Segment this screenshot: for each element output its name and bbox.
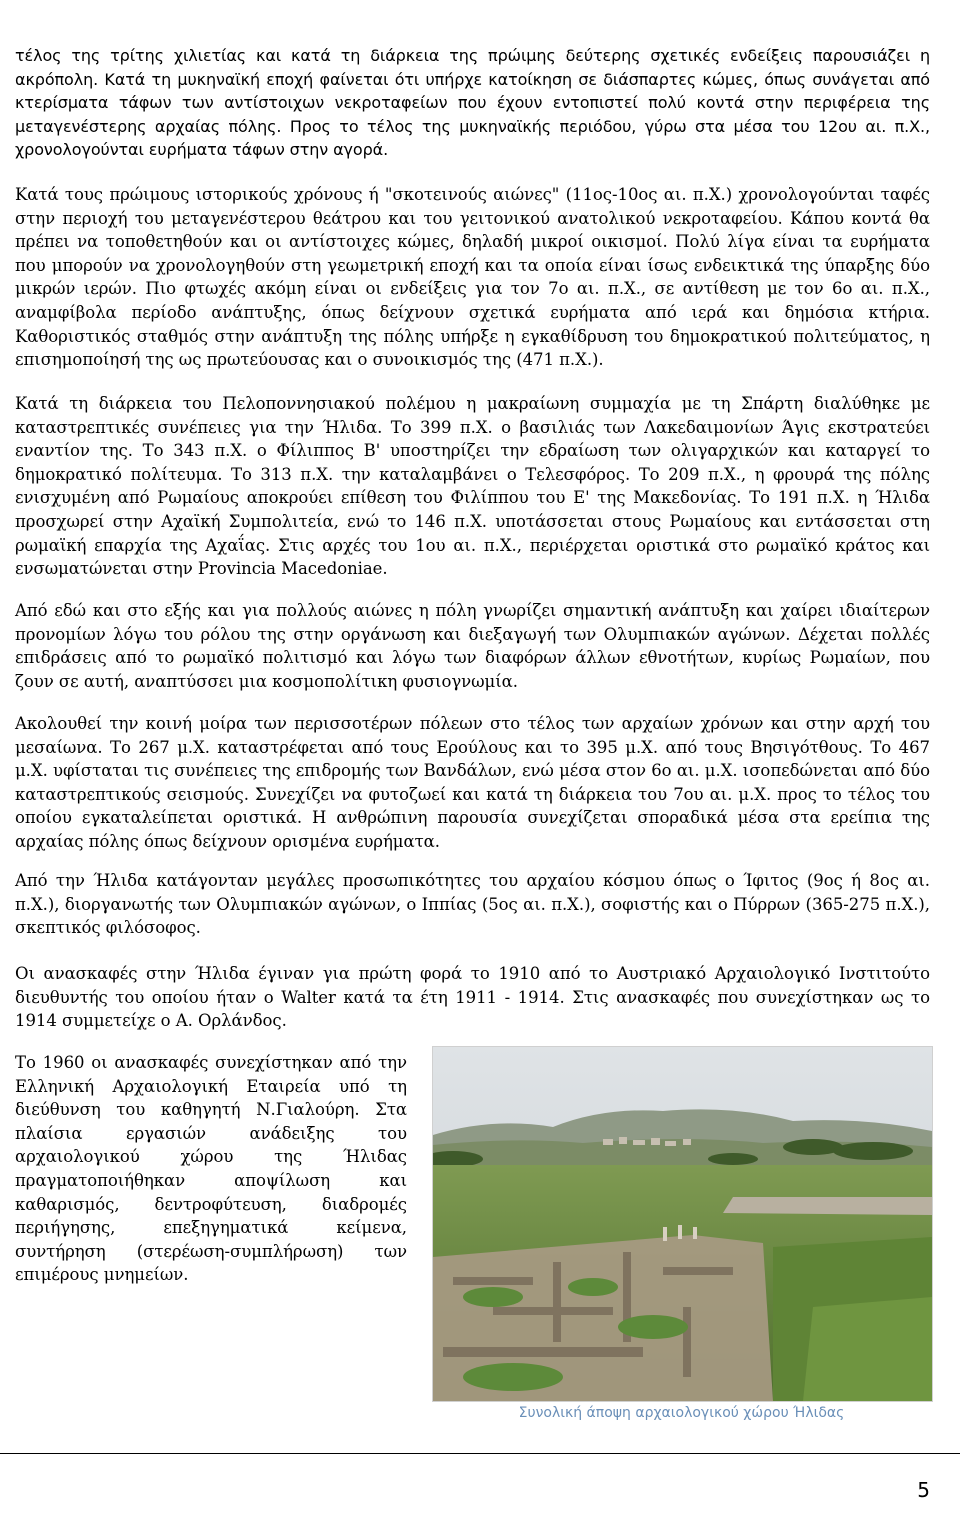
paragraph-notable-figures: Από την Ήλιδα κατάγονταν μεγάλες προσωπικότητες του αρχαίου κόσμου όπως ο Ίφιτος (9ος ή 8ος αι. π.Χ.), διοργανωτής των Ολυμπιακών αγώνων, ο Ιππίας (5ος αι. π.Χ.), σοφιστής και ο Πύρρων (365-275 π.Χ.), σκεπτικός φιλόσοφος.	[15, 871, 930, 938]
paragraph-first-excavations: Οι ανασκαφές στην Ήλιδα έγιναν για πρώτη φορά το 1910 από το Αυστριακό Αρχαιολογικό Ινστιτούτο διευθυντής του οποίου ήταν ο Walter κατά τα έτη 1911 - 1914. Στις ανασκαφές που συνεχίστηκαν ως το 1914 συμμετείχε ο Α. Ορλάνδος.	[15, 964, 930, 1031]
paragraph-peloponnesian-war: Κατά τη διάρκεια του Πελοποννησιακού πολέμου η μακραίωνη συμμαχία με τη Σπάρτη διαλύθηκε με καταστρεπτικές συνέπειες για την Ήλιδα. Το 399 π.Χ. ο βασιλιάς των Λακεδαιμονίων Άγις εκστρατεύει εναντίον της. Το 343 π.Χ. ο Φίλιππος Β' υποστηρίζει την εδραίωση των ολιγαρχικών και καταργεί το δημοκρατικό πολίτευμα. Το 313 π.Χ. την καταλαμβάνει ο Τελεσφόρος. Το 209 π.Χ., η φρουρά της πόλης ενισχυμένη από Ρωμαίους αποκρούει επίθεση του Φιλίππου του Ε' της Μακεδονίας. Το 191 π.Χ. η Ήλιδα προσχωρεί στην Αχαϊκή Συμπολιτεία, ενώ το 146 π.Χ. υποτάσσεται στους Ρωμαίους και εντάσσεται στη ρωμαϊκή επαρχία της Αχαΐας. Στις αρχές του 1ου αι. π.Χ., περιέρχεται οριστικά στο ρωμαϊκό κράτος και ενσωματώνεται στην Provincia Macedoniae.	[15, 394, 930, 579]
paragraph-roman-development: Από εδώ και στο εξής και για πολλούς αιώνες η πόλη γνωρίζει σημαντική ανάπτυξη και χαίρει ιδιαίτερων προνομίων λόγω του ρόλου της στην οργάνωση και διεξαγωγή των Ολυμπιακών αγώνων. Δέχεται πολλές επιδράσεις από το ρωμαϊκό πολιτισμό και λόγω των διαφόρων άλλων εθνοτήτων, κυρίως Ρωμαίων, που ζουν σε αυτή, αναπτύσσει μια κοσμοπολίτικη φυσιογνωμία.	[15, 601, 930, 691]
paragraph-mycenaean-period: τέλος της τρίτης χιλιετίας και κατά τη διάρκεια της πρώιμης δεύτερης σχετικές ενδείξεις παρουσιάζει η ακρόπολη. Κατά τη μυκηναϊκή εποχή φαίνεται ότι υπήρχε κατοίκηση σε διάσπαρτες κώμες, όπως συνάγεται από κτερίσματα τάφων των αντίστοιχων νεκροταφείων που έχουν εντοπιστεί πολύ κοντά στην περιφέρεια της μεταγενέστερης αρχαίας πόλης. Προς το τέλος της μυκηναϊκής περιόδου, γύρω στα μέσα του 12ου αι. π.Χ., χρονολογούνται ευρήματα τάφων στην αγορά.	[15, 46, 930, 160]
photo-caption: Συνολική άποψη αρχαιολογικού χώρου Ήλιδας	[518, 1405, 845, 1421]
paragraph-later-excavations: Το 1960 οι ανασκαφές συνεχίστηκαν από την Ελληνική Αρχαιολογική Εταιρεία υπό τη διεύθυνση του καθηγητή Ν.Γιαλούρη. Στα πλαίσια εργασιών ανάδειξης του αρχαιολογικού χώρου της Ήλιδας πραγματοποιήθηκαν αποψίλωση και καθαρισμός, δεντροφύτευση, διαδρομές περιήγησης, επεξηγηματικά κείμενα, συντήρηση (στερέωση-συμπλήρωση) των επιμέρους μνημείων.	[15, 1053, 407, 1285]
paragraph-late-antiquity: Ακολουθεί την κοινή μοίρα των περισσοτέρων πόλεων στο τέλος των αρχαίων χρόνων και στην αρχή του μεσαίωνα. Το 267 μ.Χ. καταστρέφεται από τους Ερούλους και το 395 μ.Χ. από τους Βησιγότθους. Το 467 μ.Χ. υφίσταται τις συνέπειες της επιδρομής των Βανδάλων, ενώ μέσα στον 6ο αι. μ.Χ. ισοπεδώνεται από δύο καταστρεπτικούς σεισμούς. Συνεχίζει να φυτοζωεί και κατά τη διάρκεια του 7ου αι. μ.Χ. προς το τέλος του οποίου εγκαταλείπεται οριστικά. Η ανθρώπινη παρουσία συνεχίζεται σποραδικά μέσα στα ερείπια της αρχαίας πόλης όπως δείχνουν ορισμένα ευρήματα.	[15, 714, 930, 851]
paragraph-early-historic-period: Κατά τους πρώιμους ιστορικούς χρόνους ή "σκοτεινούς αιώνες" (11ος-10ος αι. π.Χ.) χρονολογούνται ταφές στην περιοχή του μεταγενέστερου θεάτρου και του γειτονικού ανατολικού νεκροταφείου. Κάπου κοντά θα πρέπει να τοποθετηθούν και οι αντίστοιχες κώμες, δηλαδή μικροί οικισμοί. Πολύ λίγα είναι τα ευρήματα που μπορούν να χρονολογηθούν στη γεωμετρική εποχή και τα οποία είναι ίσως ενδεικτικά της ύπαρξης δύο μικρών ιερών. Πιο φτωχές ακόμη είναι οι ενδείξεις για τον 7ο αι. π.Χ., σε αντίθεση με τον 6ο αι. π.Χ., αναμφίβολα περίοδο ανάπτυξης, όπως δείχνουν σχετικά ευρήματα από ιερά και δημόσια κτήρια. Καθοριστικός σταθμός στην ανάπτυξη της πόλης υπήρξε η εγκαθίδρυση του δημοκρατικού πολιτεύματος, η επισημοποίησή της ως πρωτεύουσας και ο συνοικισμός της (471 π.Χ.).	[15, 185, 930, 370]
page-number: 5	[917, 1478, 930, 1502]
archaeological-site-photo	[432, 1046, 933, 1402]
footer-divider	[0, 1453, 960, 1454]
